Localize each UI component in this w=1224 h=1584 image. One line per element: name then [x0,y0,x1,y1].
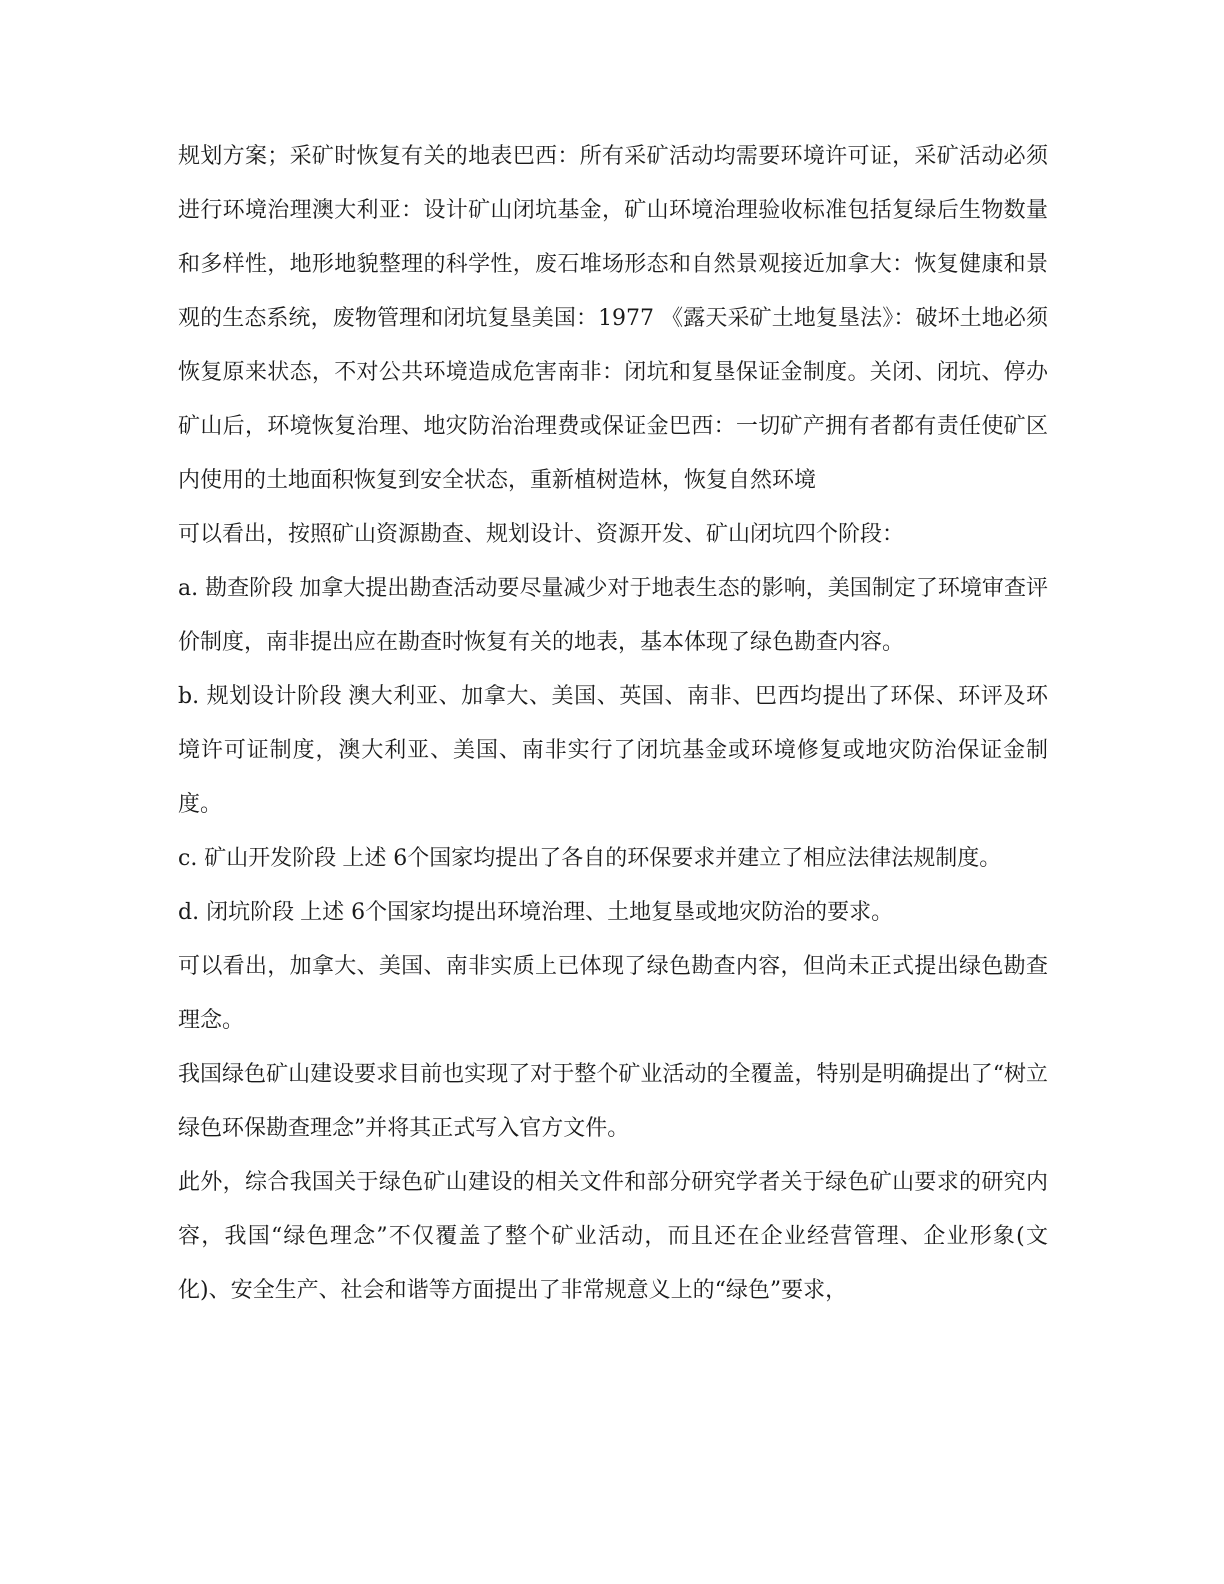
paragraph-stage-c [178,832,1048,886]
paragraph-text: 上述 6个国家均提出了各自的环保要求并建立了相应法律法规制度。 [342,846,1002,871]
paragraph-green-exploration-note [178,940,1048,1048]
document-page [178,130,1048,1318]
stage-label: d. 闭坑阶段 [178,900,295,925]
paragraph-text: 澳大利亚、加拿大、美国、英国、南非、巴西均提出了环保、环评及环境许可证制度，澳大利亚、美国、南非实行了闭坑基金或环境修复或地灾防治保证金制度。 [178,684,1048,817]
paragraph-stage-a [178,562,1048,670]
paragraph-stage-b [178,670,1048,832]
paragraph-text: 此外，综合我国关于绿色矿山建设的相关文件和部分研究学者关于绿色矿山要求的研究内容，我国“绿色理念”不仅覆盖了整个矿业活动，而且还在企业经营管理、企业形象(文化)、安全生产、社会和谐等方面提出了非常规意义上的“绿色”要求， [178,1170,1048,1303]
stage-label: a. 勘查阶段 [178,576,294,601]
paragraph-country-requirements [178,130,1048,508]
paragraph-text: 规划方案；采矿时恢复有关的地表巴西：所有采矿活动均需要环境许可证，采矿活动必须进行环境治理澳大利亚：设计矿山闭坑基金，矿山环境治理验收标准包括复绿后生物数量和多样性，地形地貌整理的科学性，废石堆场形态和自然景观接近加拿大：恢复健康和景观的生态系统，废物管理和闭坑复垦美国：1977 《露天采矿土地复垦法》：破坏土地必须恢复原来状态，不对公共环境造成危害南非：闭坑和复垦保证金制度。关闭、闭坑、停办矿山后，环境恢复治理、地灾防治治理费或保证金巴西：一切矿产拥有者都有责任使矿区内使用的土地面积恢复到安全状态，重新植树造林，恢复自然环境 [178,144,1048,493]
paragraph-china-coverage [178,1048,1048,1156]
paragraph-stage-d [178,886,1048,940]
stage-label: b. 规划设计阶段 [178,684,343,709]
stage-label: c. 矿山开发阶段 [178,846,337,871]
paragraph-china-green-concept [178,1156,1048,1318]
paragraph-text: 加拿大提出勘查活动要尽量减少对于地表生态的影响，美国制定了环境审查评价制度，南非提出应在勘查时恢复有关的地表，基本体现了绿色勘查内容。 [178,576,1048,655]
paragraph-text: 我国绿色矿山建设要求目前也实现了对于整个矿业活动的全覆盖，特别是明确提出了“树立绿色环保勘查理念”并将其正式写入官方文件。 [178,1062,1048,1141]
paragraph-text: 可以看出，加拿大、美国、南非实质上已体现了绿色勘查内容，但尚未正式提出绿色勘查理念。 [178,954,1048,1033]
paragraph-text: 上述 6个国家均提出环境治理、土地复垦或地灾防治的要求。 [300,900,894,925]
paragraph-stage-summary-intro [178,508,1048,562]
paragraph-text: 可以看出，按照矿山资源勘查、规划设计、资源开发、矿山闭坑四个阶段： [178,522,905,547]
